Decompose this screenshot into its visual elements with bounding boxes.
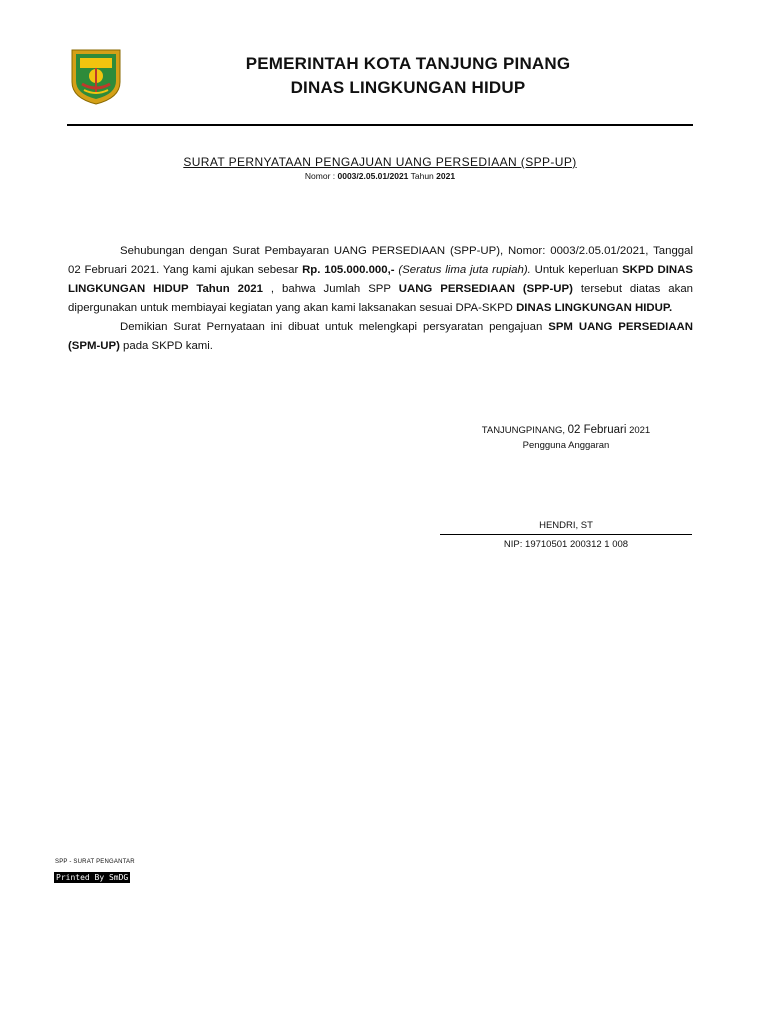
- nomor-label: Nomor :: [304, 171, 336, 181]
- document-title: SURAT PERNYATAAN PENGAJUAN UANG PERSEDIAAN (SPP-UP): [183, 155, 577, 169]
- p1-text-a: Sehubungan dengan Surat Pembayaran UANG PERSEDIAAN (SPP-UP), Nomor: 0003/2.05.01/2021, Tanggal 02 Februari 2021. Yang kami ajukan sebesar: [68, 245, 693, 276]
- paragraph-1: [68, 242, 693, 318]
- city-emblem-logo: [70, 46, 122, 106]
- p2-text-a: Demikian Surat Pernyataan ini dibuat untuk melengkapi persyaratan pengajuan: [120, 321, 549, 333]
- p2-text-b: pada SKPD kami.: [119, 340, 213, 352]
- letterhead-government: PEMERINTAH KOTA TANJUNG PINANG: [245, 54, 571, 73]
- paragraph-2: [68, 318, 693, 356]
- signature-role: Pengguna Anggaran: [522, 440, 610, 451]
- letter-body: [68, 242, 693, 356]
- nomor-value: 0003/2.05.01/2021: [337, 171, 409, 181]
- p1-skpd: SKPD DINAS LINGKUNGAN HIDUP Tahun 2021: [68, 264, 693, 295]
- signature-place: TANJUNGPINANG,: [481, 425, 565, 436]
- footer-document-label: SPP - SURAT PENGANTAR: [55, 859, 135, 865]
- signature-line: [440, 534, 692, 535]
- signatory-nip: NIP: 19710501 200312 1 008: [503, 539, 629, 550]
- signature-day-month: 02 Februari: [567, 424, 627, 436]
- city-emblem-shield-icon: [70, 46, 122, 106]
- tahun-label: Tahun: [410, 171, 434, 181]
- signature-date: [440, 422, 692, 439]
- letterhead-department: DINAS LINGKUNGAN HIDUP: [290, 78, 526, 97]
- p1-text-d: tersebut diatas akan dipergunakan untuk membiayai kegiatan yang akan kami laksanakan sesuai DPA-SKPD: [68, 283, 693, 314]
- letterhead: [130, 52, 686, 100]
- p1-amount-words: (Seratus lima juta rupiah).: [398, 264, 531, 276]
- p1-uang-persediaan: UANG PERSEDIAAN (SPP-UP): [398, 283, 573, 295]
- printed-by-stamp: Printed By SmDG: [56, 873, 129, 882]
- p2-spm: SPM UANG PERSEDIAAN (SPM-UP): [68, 321, 693, 352]
- document-title-block: [0, 155, 760, 181]
- p1-amount: Rp. 105.000.000,-: [302, 264, 395, 276]
- document-number: [0, 171, 760, 181]
- signature-block: [440, 422, 692, 551]
- p1-text-c: , bahwa Jumlah SPP: [262, 283, 399, 295]
- signature-year: 2021: [629, 425, 651, 436]
- header-divider: [67, 124, 693, 126]
- signatory-name: HENDRI, ST: [539, 520, 593, 531]
- tahun-value: 2021: [436, 171, 456, 181]
- p1-dinas: DINAS LINGKUNGAN HIDUP.: [516, 302, 673, 314]
- p1-text-b: Untuk keperluan: [530, 264, 623, 276]
